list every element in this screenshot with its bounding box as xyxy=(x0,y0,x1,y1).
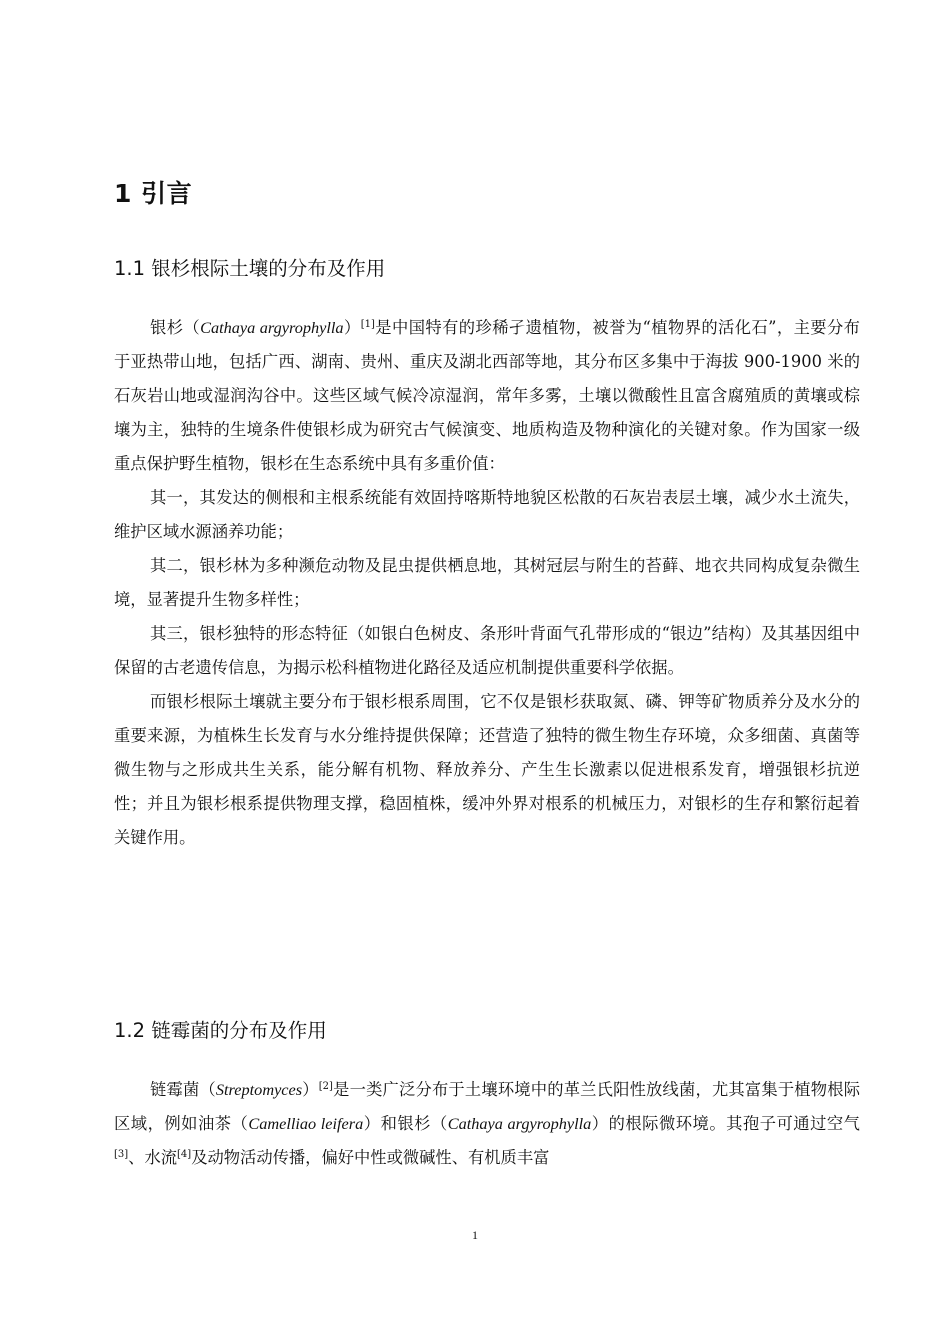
section-1-2-body xyxy=(114,1073,860,1175)
paragraph: 链霉菌（Streptomyces）[2]是一类广泛分布于土壤环境中的革兰氏阳性放线菌，尤其富集于植物根际区域，例如油茶（Camelliao leifera）和银杉（Cathaya argyrophylla）的根际微环境。其孢子可通过空气[3]、水流[4]及动物活动传播，偏好中性或微碱性、有机质丰富 xyxy=(114,1080,860,1167)
paragraph: 其一，其发达的侧根和主根系统能有效固持喀斯特地貌区松散的石灰岩表层土壤，减少水土流失，维护区域水源涵养功能； xyxy=(114,488,860,541)
latin-name: Camelliao leifera xyxy=(248,1114,364,1133)
citation-ref: [4] xyxy=(177,1149,192,1160)
citation-ref: [3] xyxy=(114,1149,129,1160)
section-heading-1-2: 1.2 链霉菌的分布及作用 xyxy=(114,1019,327,1042)
citation-ref: [2] xyxy=(318,1081,333,1092)
page-number: 1 xyxy=(472,1228,478,1242)
chapter-heading: 1 引言 xyxy=(114,179,193,208)
citation-ref: [1] xyxy=(360,319,375,330)
latin-name: Cathaya argyrophylla xyxy=(200,318,344,337)
section-1-1-body xyxy=(114,311,860,855)
paragraph: 其二，银杉林为多种濒危动物及昆虫提供栖息地，其树冠层与附生的苔藓、地衣共同构成复杂微生境，显著提升生物多样性； xyxy=(114,556,860,609)
paragraph: 银杉（Cathaya argyrophylla）[1]是中国特有的珍稀孑遗植物，被誉为“植物界的活化石”，主要分布于亚热带山地，包括广西、湖南、贵州、重庆及湖北西部等地，其分布区多集中于海拔 900-1900 米的石灰岩山地或湿润沟谷中。这些区域气候冷凉湿润，常年多雾，土壤以微酸性且富含腐殖质的黄壤或棕壤为主，独特的生境条件使银杉成为研究古气候演变、地质构造及物种演化的关键对象。作为国家一级重点保护野生植物，银杉在生态系统中具有多重价值： xyxy=(114,318,860,473)
section-heading-1-1: 1.1 银杉根际土壤的分布及作用 xyxy=(114,257,386,280)
latin-name: Cathaya argyrophylla xyxy=(447,1114,592,1133)
paragraph: 其三，银杉独特的形态特征（如银白色树皮、条形叶背面气孔带形成的“银边”结构）及其基因组中保留的古老遗传信息，为揭示松科植物进化路径及适应机制提供重要科学依据。 xyxy=(114,624,860,677)
paragraph: 而银杉根际土壤就主要分布于银杉根系周围，它不仅是银杉获取氮、磷、钾等矿物质养分及水分的重要来源，为植株生长发育与水分维持提供保障；还营造了独特的微生物生存环境，众多细菌、真菌等微生物与之形成共生关系，能分解有机物、释放养分、产生生长激素以促进根系发育，增强银杉抗逆性；并且为银杉根系提供物理支撑，稳固植株，缓冲外界对根系的机械压力，对银杉的生存和繁衍起着关键作用。 xyxy=(114,692,860,847)
latin-name: Streptomyces xyxy=(215,1080,303,1099)
